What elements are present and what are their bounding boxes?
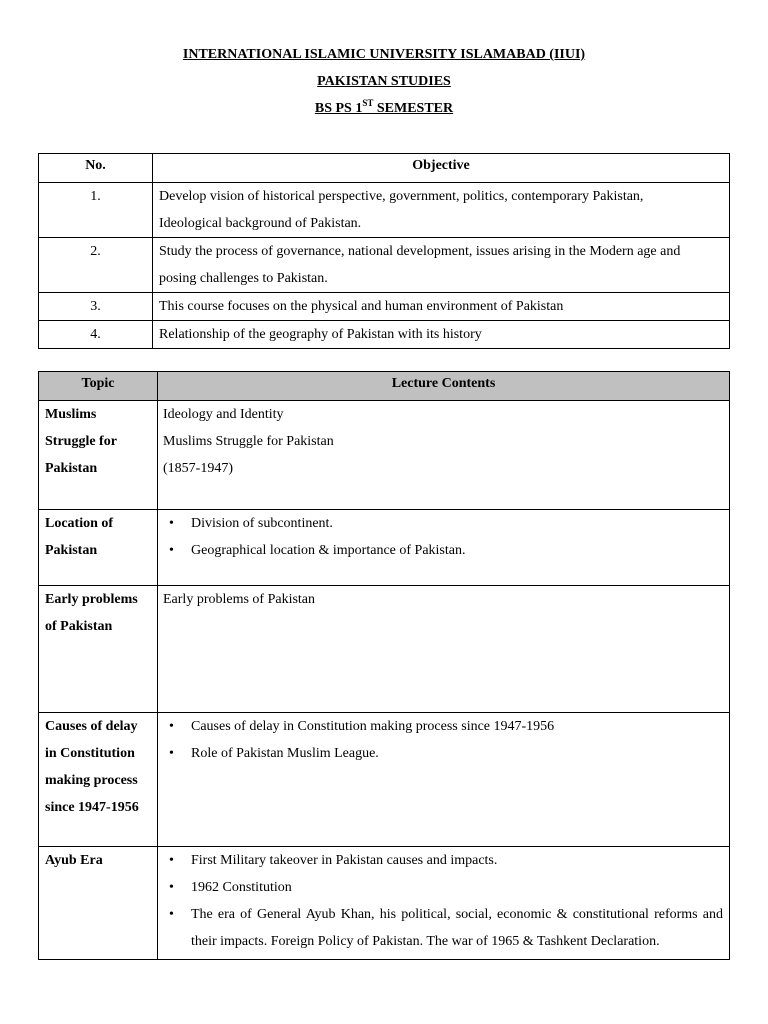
table-row [39,321,730,349]
objectives-table [38,153,730,349]
topic-line: making process [45,773,138,788]
topic-line: in Constitution [45,746,135,761]
content-line: Early problems of Pakistan [163,592,316,607]
objective-line: Ideological background of Pakistan. [159,216,362,231]
column-header-no: No. [39,154,153,183]
topic-cell [39,586,158,713]
table-row [39,847,730,960]
topic-cell [39,510,158,586]
table-row [39,238,730,293]
topic-line: Ayub Era [45,853,103,868]
program-superscript: ST [362,98,374,108]
lecture-contents-cell [158,401,730,510]
bullet-item: • Causes of delay in Constitution making process since 1947-1956 [191,713,723,740]
topic-line: Location of [45,516,114,531]
table-row [39,183,730,238]
objective-line: Study the process of governance, national development, issues arising in the Modern age and [159,244,681,259]
bullet-item: • 1962 Constitution [191,874,723,901]
topics-header-row [39,372,730,401]
course-title: PAKISTAN STUDIES [317,74,451,89]
table-row [39,586,730,713]
objective-line: posing challenges to Pakistan. [159,271,328,286]
topics-table [38,371,730,960]
objective-number: 3. [39,293,153,321]
topic-cell [39,713,158,847]
bullet-list [163,510,723,564]
content-line: Muslims Struggle for Pakistan [163,434,334,449]
objective-text [153,238,730,293]
lecture-contents-cell [158,847,730,960]
topic-line: since 1947-1956 [45,800,139,815]
content-line: (1857-1947) [163,461,233,476]
program-suffix: SEMESTER [373,101,454,116]
topic-line: Pakistan [45,461,98,476]
bullet-list [163,713,723,767]
objective-number: 4. [39,321,153,349]
objectives-header-row [39,154,730,183]
column-header-objective: Objective [153,154,730,183]
content-line: Ideology and Identity [163,407,284,422]
lecture-contents-cell [158,586,730,713]
objective-text: This course focuses on the physical and human environment of Pakistan [153,293,730,321]
bullet-item: • The era of General Ayub Khan, his political, social, economic & constitutional reforms and their impacts. Foreign Policy of Pakistan. The war of 1965 & Tashkent Declaration. [191,901,723,955]
topic-line: Pakistan [45,543,98,558]
bullet-item: • Geographical location & importance of Pakistan. [191,537,723,564]
topic-cell [39,847,158,960]
topic-cell [39,401,158,510]
topic-line: Early problems [45,592,138,607]
bullet-item: • Role of Pakistan Muslim League. [191,740,723,767]
university-title: INTERNATIONAL ISLAMIC UNIVERSITY ISLAMABAD (IIUI) [182,47,586,62]
bullet-item: • First Military takeover in Pakistan causes and impacts. [191,847,723,874]
topic-line: Muslims [45,407,97,422]
column-header-topic: Topic [39,372,158,401]
table-row [39,401,730,510]
topic-line: Struggle for [45,434,117,449]
table-row [39,510,730,586]
bullet-item: • Division of subcontinent. [191,510,723,537]
objective-number: 2. [39,238,153,293]
objective-text [153,183,730,238]
lecture-contents-cell [158,510,730,586]
table-row [39,713,730,847]
lecture-contents-cell [158,713,730,847]
table-row [39,293,730,321]
topic-line: of Pakistan [45,619,113,634]
topic-line: Causes of delay [45,719,138,734]
column-header-lecture-contents: Lecture Contents [158,372,730,401]
bullet-list [163,847,723,955]
program-title [0,100,768,118]
program-prefix: BS PS 1 [314,101,363,116]
objective-line: Develop vision of historical perspective, government, politics, contemporary Pakistan, [159,189,644,204]
objective-text: Relationship of the geography of Pakistan with its history [153,321,730,349]
objective-number: 1. [39,183,153,238]
